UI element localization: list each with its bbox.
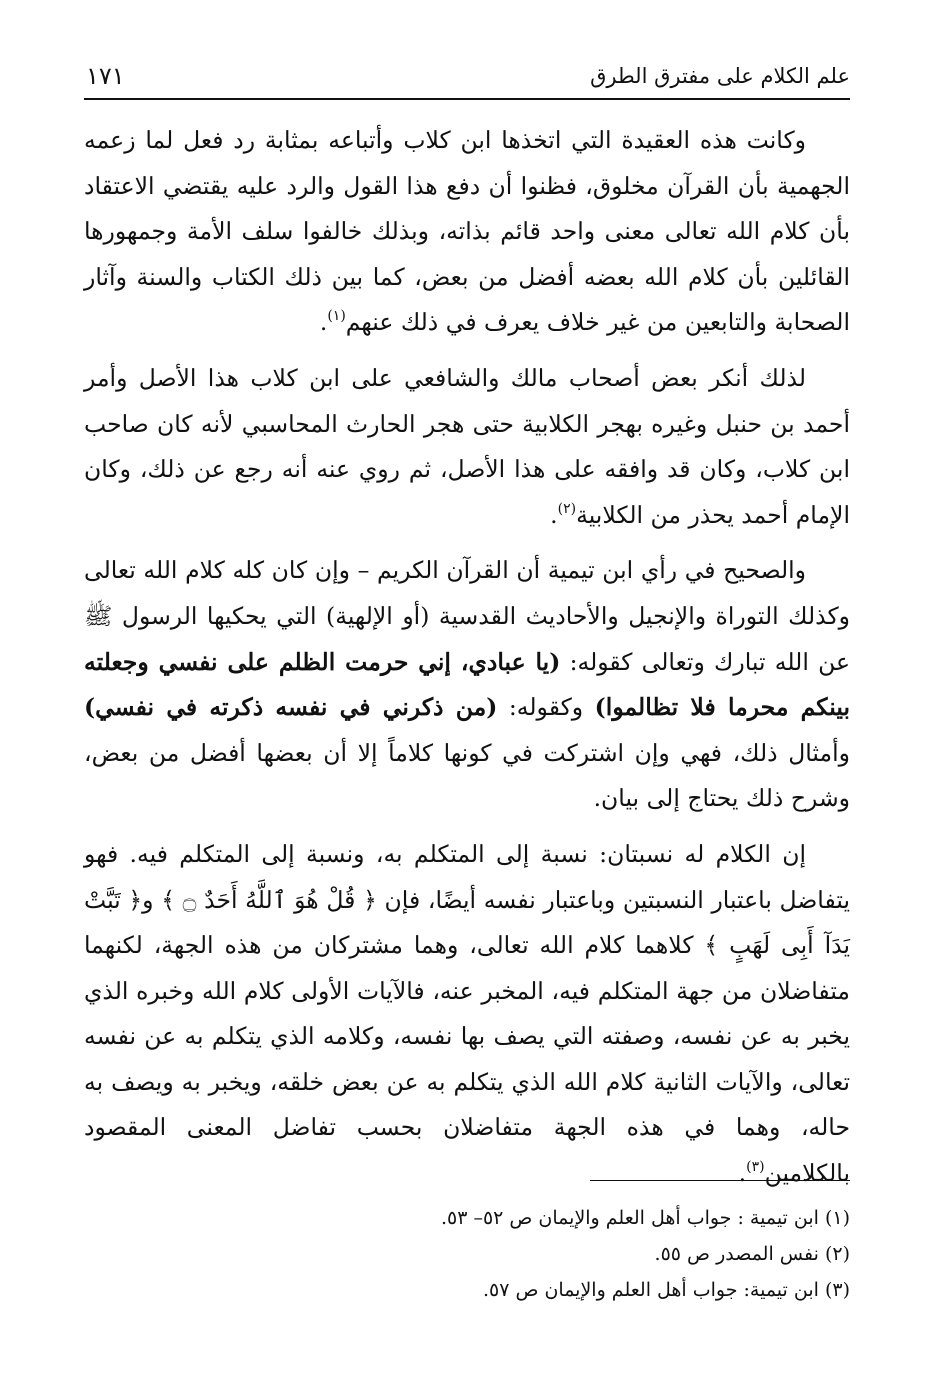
footnote-divider [590, 1180, 850, 1181]
page-header [84, 58, 850, 98]
paragraph-text: . [550, 500, 558, 529]
paragraph-4 [84, 832, 850, 1197]
header-divider [84, 98, 850, 100]
paragraph-text: إن الكلام له نسبتان: نسبة إلى المتكلم به، ونسبة إلى المتكلم فيه. فهو يتفاضل باعتبار النسبتين وباعتبار نفسه أيضًا، فإن ﴿ قُلْ هُوَ ٱللَّهُ أَحَدٌ ۝ ﴾ و﴿ تَبَّتْ يَدَآ أَبِى لَهَبٍ ﴾ كلاهما كلام الله تعالى، وهما مشتركان من هذه الجهة، لكنهما متفاضلان من جهة المتكلم فيه، المخبر عنه، فالآيات الأولى كلام الله وخبره الذي يخبر به عن نفسه، وصفته التي يصف بها نفسه، وكلامه الذي يتكلم به عن نفسه تعالى، والآيات الثانية كلام الله الذي يتكلم به عن بعض خلقه، ويخبر به ويصف به حاله، وهما في هذه الجهة متفاضلان بحسب تفاضل المعنى المقصود بالكلامين [84, 839, 850, 1188]
footnote-ref-3: (٣) [746, 1159, 765, 1176]
footnote-2: (٢) نفس المصدر ص ٥٥. [654, 1243, 850, 1265]
paragraph-1 [84, 118, 850, 346]
paragraph-text: وكانت هذه العقيدة التي اتخذها ابن كلاب وأتباعه بمثابة رد فعل لما زعمه الجهمية بأن القرآن مخلوق، فظنوا أن دفع هذا القول والرد عليه يقتضي الاعتقاد بأن كلام الله تعالى معنى واحد قائم بذاته، وبذلك خالفوا سلف الأمة وجمهورها القائلين بأن كلام الله بعضه أفضل من بعض، كما بين ذلك الكتاب والسنة وآثار الصحابة والتابعين من غير خلاف يعرف في ذلك عنهم [84, 126, 850, 337]
footnote-ref-2: (٢) [557, 500, 577, 517]
page-number: ١٧١ [86, 62, 125, 90]
footnotes [250, 1200, 850, 1308]
footnote-3: (٣) ابن تيمية: جواب أهل العلم والإيمان ص ٥٧. [482, 1279, 850, 1301]
paragraph-3 [84, 548, 850, 822]
hadith-quote-2: (من ذكرني في نفسه ذكرته في نفسي) [84, 693, 498, 722]
main-text [84, 118, 850, 1197]
paragraph-text: وأمثال ذلك، فهي وإن اشتركت في كونها كلاماً إلا أن بعضها أفضل من بعض، وشرح ذلك يحتاج إلى بيان. [84, 738, 850, 813]
hadith-quote-1: (يا عبادي، إني حرمت الظلم على نفسي وجعلته بينكم محرما فلا تظالموا) [84, 647, 851, 722]
paragraph-text: وكقوله: [497, 693, 595, 722]
paragraph-2 [84, 356, 850, 538]
running-title: علم الكلام على مفترق الطرق [590, 64, 850, 88]
paragraph-text: لذلك أنكر بعض أصحاب مالك والشافعي على ابن كلاب هذا الأصل وأمر أحمد بن حنبل وغيره بهجر الكلابية حتى هجر الحارث المحاسبي لأنه كان صاحب ابن كلاب، وكان قد وافقه على هذا الأصل، ثم روي عنه أنه رجع عن ذلك، وكان الإمام أحمد يحذر من الكلابية [84, 363, 850, 529]
footnote-1: (١) ابن تيمية : جواب أهل العلم والإيمان ص ٥٢– ٥٣. [440, 1207, 850, 1229]
paragraph-text: . [319, 308, 328, 337]
paragraph-text: . [738, 1159, 747, 1188]
paragraph-text: والصحيح في رأي ابن تيمية أن القرآن الكريم – وإن كان كله كلام الله تعالى وكذلك التوراة والإنجيل والأحاديث القدسية (أو الإلهية) التي يحكيها الرسول ﷺ عن الله تبارك وتعالى كقوله: [84, 556, 850, 676]
footnote-ref-1: (١) [327, 308, 346, 325]
